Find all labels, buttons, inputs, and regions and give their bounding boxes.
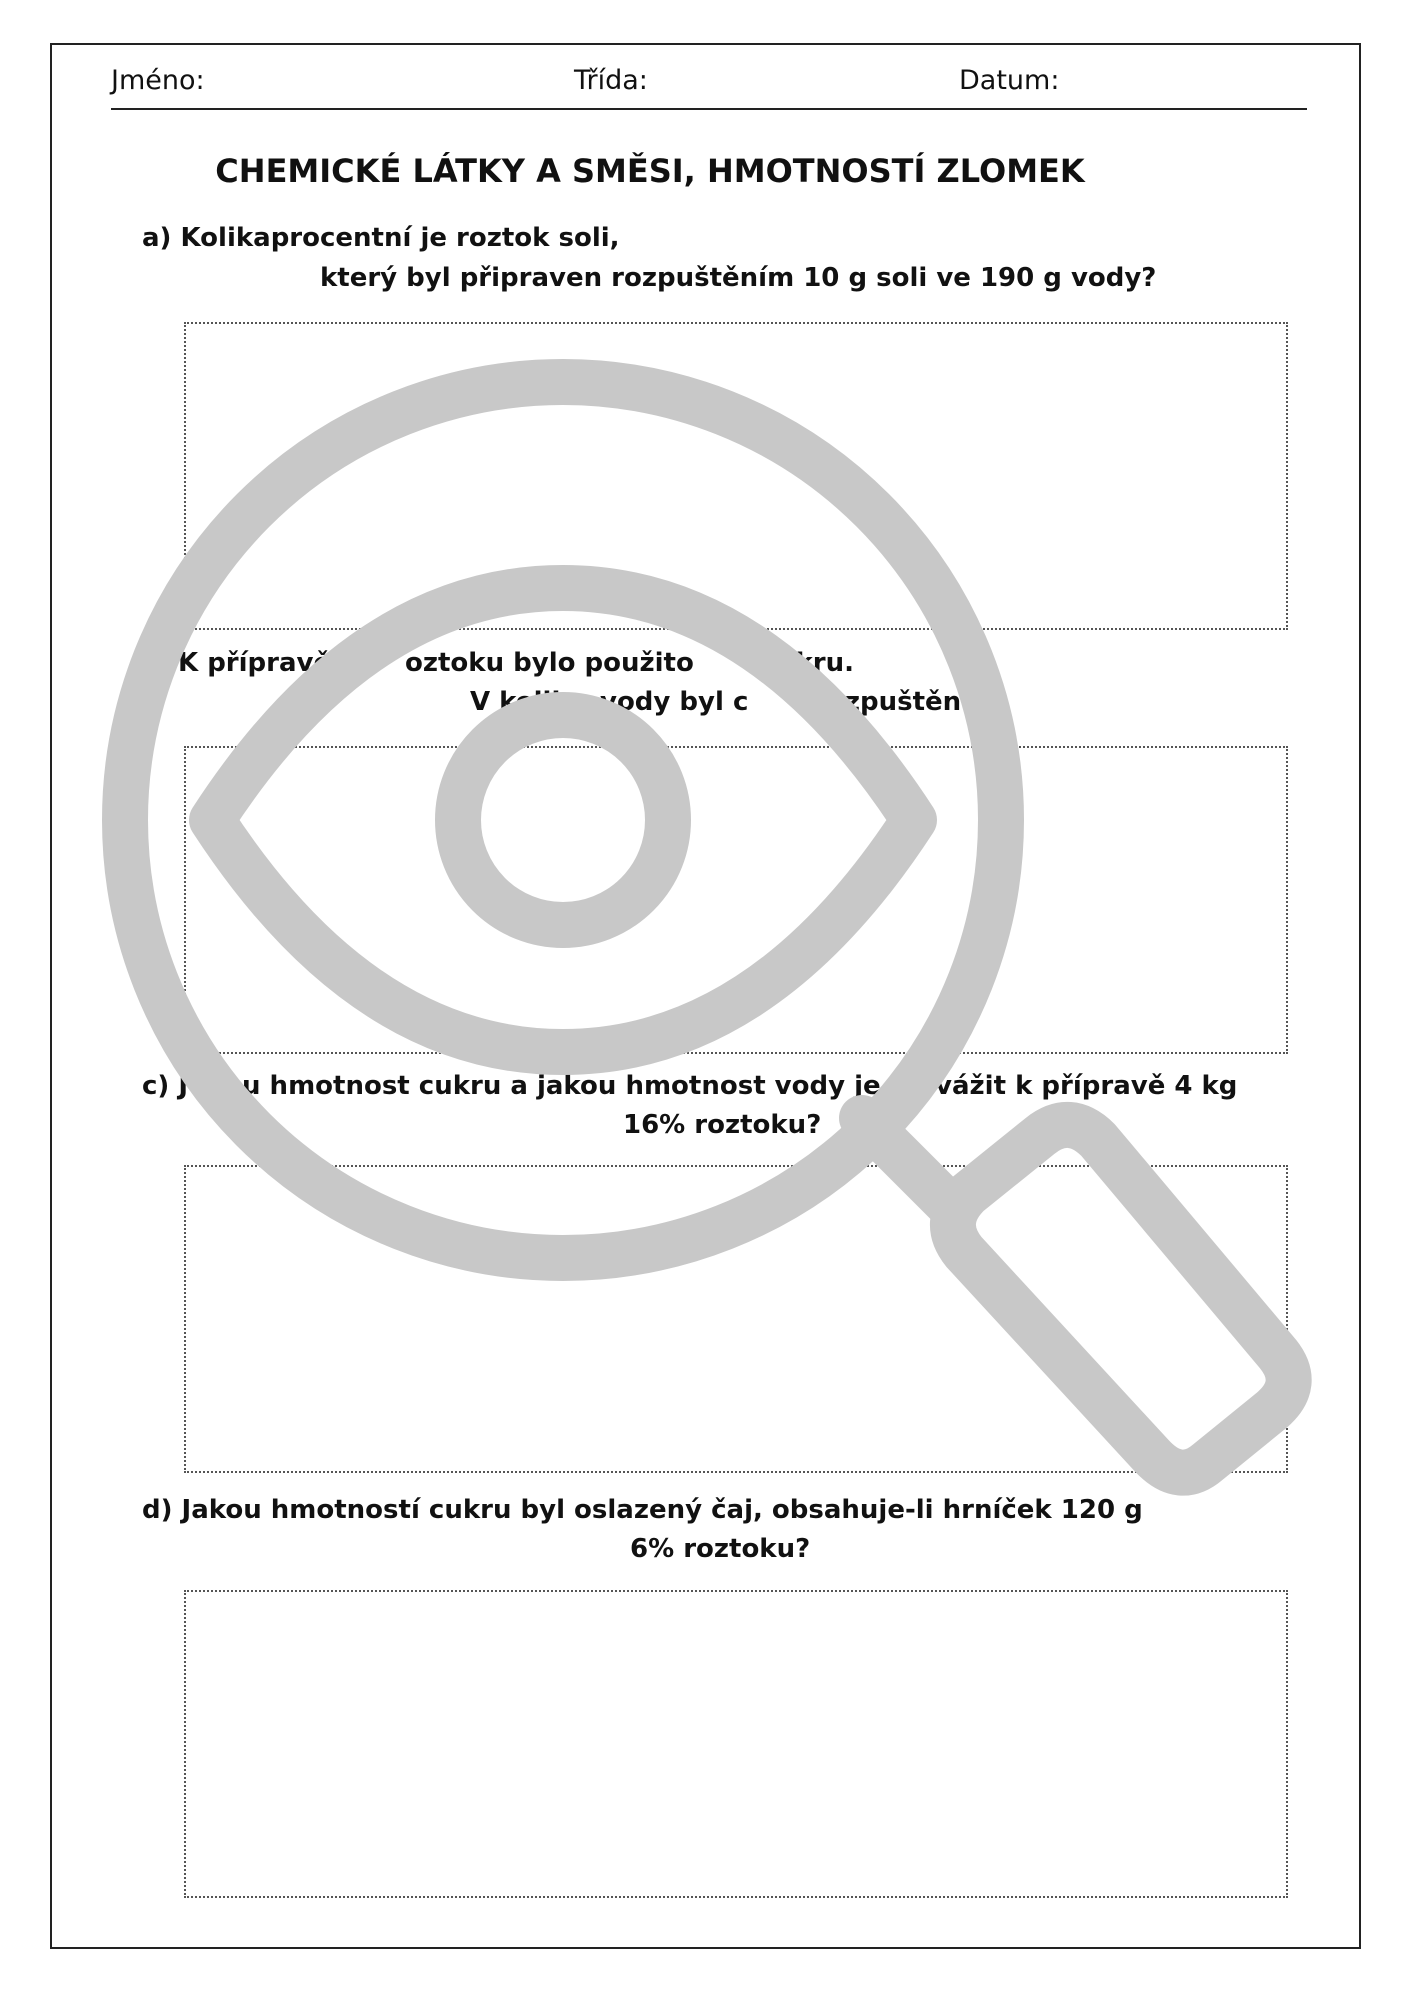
question-c-line1-part3: navážit k přípravě 4 kg xyxy=(899,1071,1238,1101)
question-c-line1-part1: c) J xyxy=(142,1071,189,1101)
date-label: Datum: xyxy=(959,65,1060,96)
question-b-line2-part1: V kolik xyxy=(470,687,569,717)
question-a-line2: který byl připraven rozpuštěním 10 g soli ve 190 g vody? xyxy=(320,263,1157,293)
question-d-line2: 6% roztoku? xyxy=(630,1534,811,1564)
answer-box-c[interactable] xyxy=(184,1165,1288,1473)
answer-box-d[interactable] xyxy=(184,1590,1288,1898)
question-a-line1: a) Kolikaprocentní je roztok soli, xyxy=(142,223,620,253)
question-b-line1-part1: K přípravě 2 xyxy=(178,648,359,678)
header-row xyxy=(111,60,1307,110)
question-c-line2: 16% roztoku? xyxy=(623,1110,822,1140)
class-label: Třída: xyxy=(574,65,648,96)
question-b-line2-part3: ozpuštěn? xyxy=(827,687,977,717)
question-c-line1-part2: u hmotnost cukru a jakou hmotnost vody je tř xyxy=(242,1071,915,1101)
question-d-line1: d) Jakou hmotností cukru byl oslazený čaj, obsahuje-li hrníček 120 g xyxy=(142,1495,1143,1525)
question-b-line1-part2: oztoku bylo použito xyxy=(405,648,694,678)
question-b-line1-part3: ukru. xyxy=(777,648,855,678)
answer-box-b[interactable] xyxy=(184,746,1288,1054)
question-b-line2-part2: vody byl c xyxy=(600,687,749,717)
name-label: Jméno: xyxy=(111,65,205,96)
answer-box-a[interactable] xyxy=(184,322,1288,630)
page-title: CHEMICKÉ LÁTKY A SMĚSI, HMOTNOSTÍ ZLOMEK xyxy=(215,152,1085,190)
